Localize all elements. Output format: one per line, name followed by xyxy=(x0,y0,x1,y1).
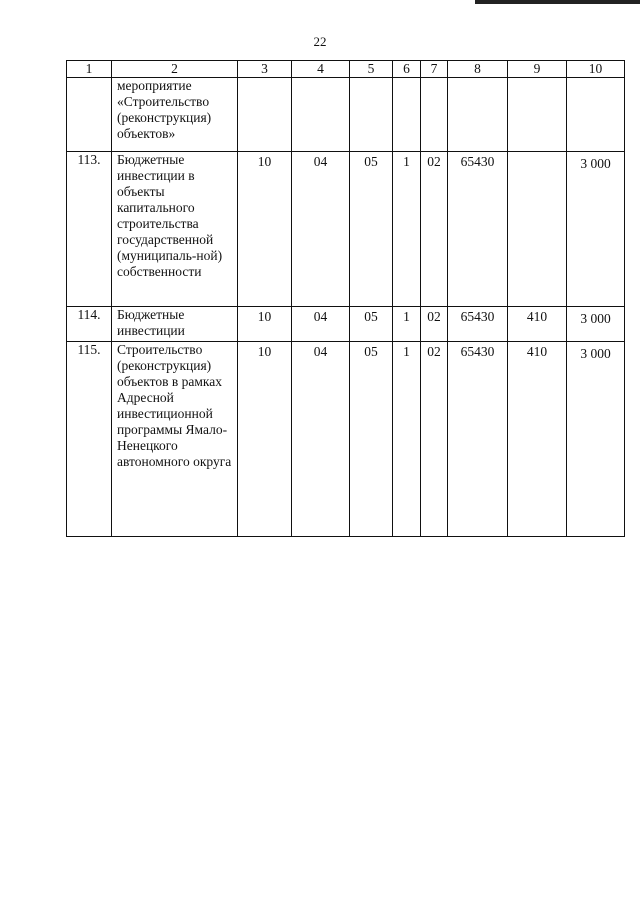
cell-col10: 3 000 xyxy=(567,152,625,307)
cell-col6: 1 xyxy=(393,342,421,537)
column-header: 2 xyxy=(112,61,238,78)
column-header: 1 xyxy=(67,61,112,78)
cell-col3: 10 xyxy=(238,307,292,342)
row-description: Бюджетные инвестиции в объекты капитального строительства государственной (муниципаль-ной) собственности xyxy=(112,152,238,307)
table-row xyxy=(67,152,625,307)
cell-col5: 05 xyxy=(350,342,393,537)
cell-col5 xyxy=(350,78,393,152)
column-header: 4 xyxy=(292,61,350,78)
cell-col7 xyxy=(421,78,448,152)
column-header: 10 xyxy=(567,61,625,78)
cell-col10: 3 000 xyxy=(567,342,625,537)
budget-table xyxy=(66,60,625,537)
column-header: 7 xyxy=(421,61,448,78)
row-description: мероприятие «Строительство (реконструкция) объектов» xyxy=(112,78,238,152)
cell-col4: 04 xyxy=(292,342,350,537)
table-header-row xyxy=(67,61,625,78)
table-row xyxy=(67,307,625,342)
cell-col3: 10 xyxy=(238,342,292,537)
column-header: 5 xyxy=(350,61,393,78)
cell-col3: 10 xyxy=(238,152,292,307)
cell-col5: 05 xyxy=(350,307,393,342)
column-header: 8 xyxy=(448,61,508,78)
cell-col4: 04 xyxy=(292,152,350,307)
cell-col7: 02 xyxy=(421,342,448,537)
cell-col5: 05 xyxy=(350,152,393,307)
page-number: 22 xyxy=(313,34,327,49)
cell-col8: 65430 xyxy=(448,307,508,342)
row-number: 115. xyxy=(67,342,112,537)
row-number xyxy=(67,78,112,152)
row-number: 113. xyxy=(67,152,112,307)
row-number: 114. xyxy=(67,307,112,342)
cell-col8: 65430 xyxy=(448,152,508,307)
table-row xyxy=(67,78,625,152)
cell-col8: 65430 xyxy=(448,342,508,537)
scan-edge-mark xyxy=(475,0,640,4)
cell-col7: 02 xyxy=(421,307,448,342)
column-header: 6 xyxy=(393,61,421,78)
cell-col10 xyxy=(567,78,625,152)
cell-col4: 04 xyxy=(292,307,350,342)
cell-col9: 410 xyxy=(508,307,567,342)
cell-col6 xyxy=(393,78,421,152)
cell-col8 xyxy=(448,78,508,152)
row-description: Строительство (реконструкция) объектов в рамках Адресной инвестиционной программы Ямало-Ненецкого автономного округа xyxy=(112,342,238,537)
row-description: Бюджетные инвестиции xyxy=(112,307,238,342)
cell-col7: 02 xyxy=(421,152,448,307)
cell-col9 xyxy=(508,78,567,152)
cell-col10: 3 000 xyxy=(567,307,625,342)
column-header: 3 xyxy=(238,61,292,78)
column-header: 9 xyxy=(508,61,567,78)
cell-col3 xyxy=(238,78,292,152)
cell-col6: 1 xyxy=(393,307,421,342)
cell-col4 xyxy=(292,78,350,152)
cell-col9 xyxy=(508,152,567,307)
cell-col9: 410 xyxy=(508,342,567,537)
table-row xyxy=(67,342,625,537)
cell-col6: 1 xyxy=(393,152,421,307)
